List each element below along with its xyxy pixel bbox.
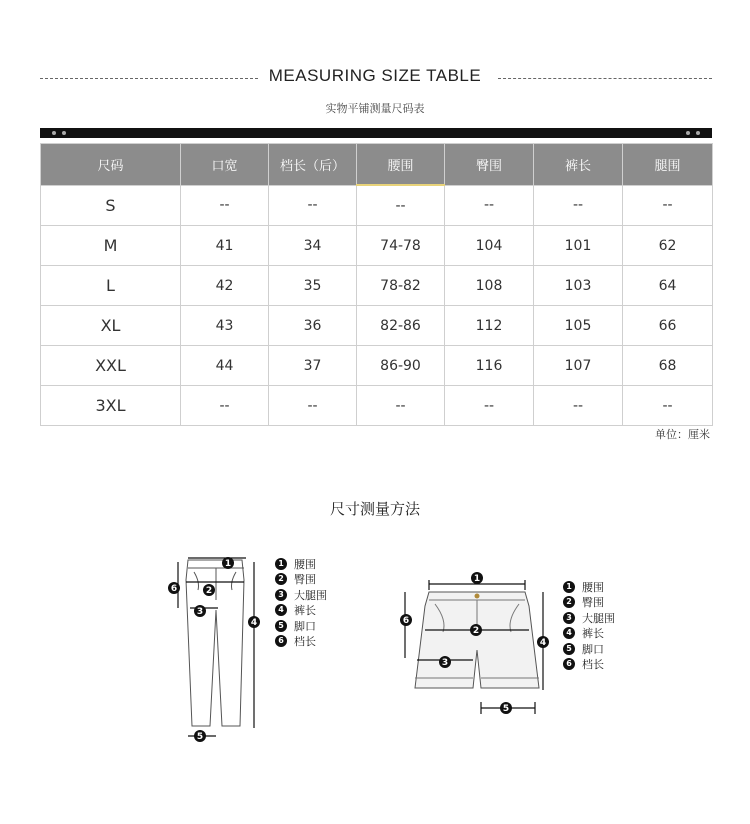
pants-marker-3: 3	[196, 607, 204, 617]
legend-item: 5 脚口	[563, 641, 615, 657]
table-cell: 34	[269, 226, 357, 266]
legend-item: 4 裤长	[275, 603, 327, 619]
table-cell: S	[41, 185, 181, 226]
pants-marker-5: 5	[196, 732, 204, 742]
table-row	[41, 306, 713, 346]
table-cell: --	[445, 386, 534, 426]
pants-outline-icon	[186, 560, 244, 726]
table-cell: --	[357, 386, 445, 426]
table-top-bar	[40, 128, 712, 138]
table-cell: 112	[445, 306, 534, 346]
unit-note: 单位：厘米	[655, 428, 710, 441]
table-cell: 37	[269, 346, 357, 386]
table-cell: 74-78	[357, 226, 445, 266]
table-cell: --	[534, 386, 623, 426]
shorts-marker-5: 5	[502, 704, 510, 714]
bar-dot	[696, 131, 700, 135]
table-cell: 41	[181, 226, 269, 266]
legend-item: 2 臀围	[275, 572, 327, 588]
shorts-marker-6: 6	[402, 616, 410, 626]
table-cell: 35	[269, 266, 357, 306]
bar-dot	[52, 131, 56, 135]
legend-item: 2 臀围	[563, 595, 615, 611]
table-cell: 64	[623, 266, 713, 306]
shorts-diagram	[395, 566, 555, 721]
shorts-legend	[563, 579, 615, 672]
table-cell: --	[357, 185, 445, 226]
table-header-row	[41, 144, 713, 186]
table-cell: XXL	[41, 346, 181, 386]
table-cell: 66	[623, 306, 713, 346]
table-cell: --	[534, 185, 623, 226]
bar-dot	[62, 131, 66, 135]
shorts-marker-3: 3	[441, 658, 449, 668]
legend-item: 6 档长	[275, 634, 327, 650]
pants-marker-1: 1	[224, 559, 232, 569]
col-header-thigh: 腿围	[623, 144, 713, 186]
table-cell: 43	[181, 306, 269, 346]
col-header-size: 尺码	[41, 144, 181, 186]
col-header-length: 裤长	[534, 144, 623, 186]
col-header-rise: 档长（后）	[269, 144, 357, 186]
table-cell: --	[269, 386, 357, 426]
size-table	[40, 143, 713, 426]
table-cell: 105	[534, 306, 623, 346]
table-cell: M	[41, 226, 181, 266]
table-row	[41, 266, 713, 306]
page-subtitle: 实物平铺测量尺码表	[325, 102, 425, 115]
table-cell: 68	[623, 346, 713, 386]
table-row	[41, 226, 713, 266]
table-cell: 44	[181, 346, 269, 386]
table-cell: --	[623, 386, 713, 426]
pants-marker-4: 4	[250, 618, 258, 628]
legend-item: 1 腰围	[275, 556, 327, 572]
table-cell: 86-90	[357, 346, 445, 386]
table-cell: 82-86	[357, 306, 445, 346]
pants-marker-2: 2	[205, 586, 213, 596]
page-title: MEASURING SIZE TABLE	[268, 66, 482, 85]
table-cell: --	[181, 386, 269, 426]
legend-item: 5 脚口	[275, 618, 327, 634]
table-cell: 101	[534, 226, 623, 266]
table-cell: L	[41, 266, 181, 306]
legend-item: 4 裤长	[563, 626, 615, 642]
table-cell: 3XL	[41, 386, 181, 426]
table-cell: 36	[269, 306, 357, 346]
table-cell: --	[623, 185, 713, 226]
bar-dot	[686, 131, 690, 135]
table-cell: --	[445, 185, 534, 226]
table-cell: 107	[534, 346, 623, 386]
legend-item: 3 大腿围	[563, 610, 615, 626]
legend-item: 1 腰围	[563, 579, 615, 595]
title-divider-right	[498, 78, 712, 79]
table-cell: --	[269, 185, 357, 226]
pants-diagram	[160, 550, 270, 750]
table-cell: XL	[41, 306, 181, 346]
table-cell: 116	[445, 346, 534, 386]
table-row	[41, 185, 713, 226]
pants-legend	[275, 556, 327, 649]
table-cell: 103	[534, 266, 623, 306]
legend-item: 3 大腿围	[275, 587, 327, 603]
col-header-opening: 口宽	[181, 144, 269, 186]
shorts-marker-1: 1	[473, 574, 481, 584]
method-title: 尺寸测量方法	[329, 500, 420, 518]
table-cell: 42	[181, 266, 269, 306]
legend-item: 6 档长	[563, 657, 615, 673]
table-row	[41, 346, 713, 386]
shorts-marker-2: 2	[472, 626, 480, 636]
table-row	[41, 386, 713, 426]
table-cell: 104	[445, 226, 534, 266]
col-header-hip: 臀围	[445, 144, 534, 186]
table-cell: 62	[623, 226, 713, 266]
col-header-waist: 腰围	[357, 144, 445, 186]
table-cell: --	[181, 185, 269, 226]
table-cell: 78-82	[357, 266, 445, 306]
shorts-marker-4: 4	[539, 638, 547, 648]
table-cell: 108	[445, 266, 534, 306]
pants-marker-6: 6	[170, 584, 178, 594]
